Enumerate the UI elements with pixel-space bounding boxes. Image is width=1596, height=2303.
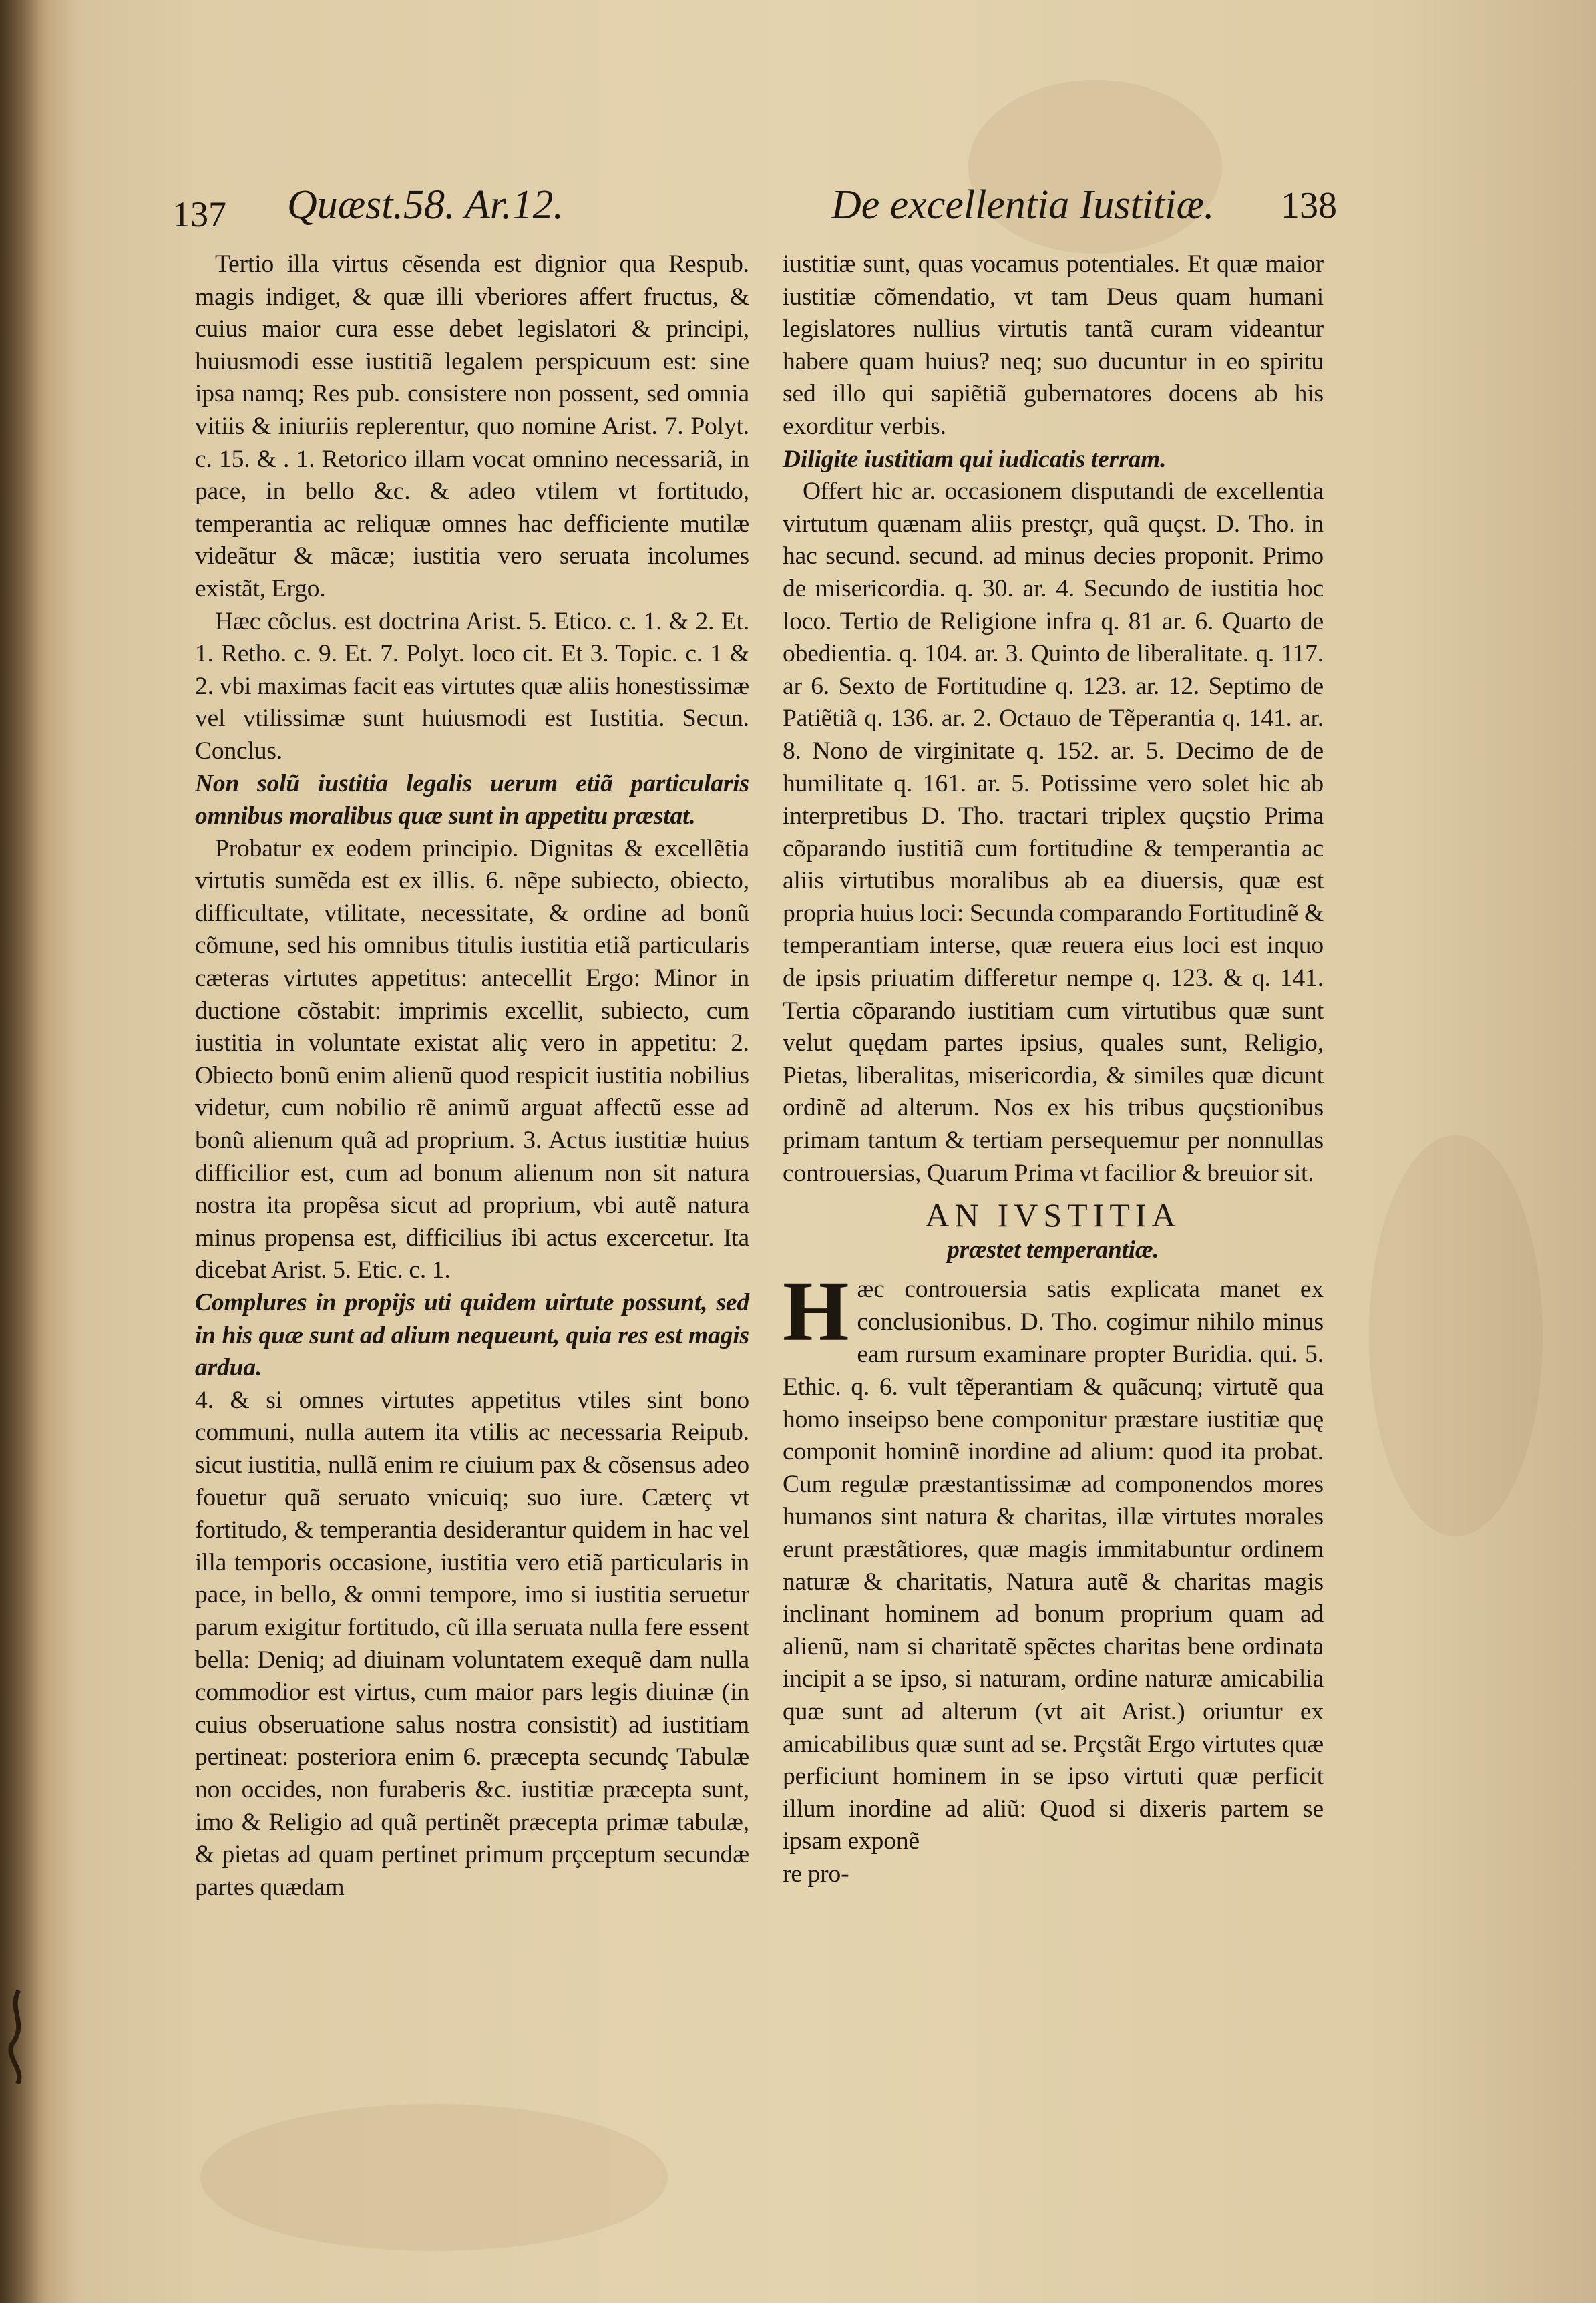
right-text-column: [783, 248, 1324, 2112]
section-subheading: præstet temperantiæ.: [947, 1236, 1159, 1264]
section-heading: AN IVSTITIA: [925, 1196, 1181, 1234]
running-title-left: Quæst.58. Ar.12.: [287, 182, 564, 228]
paragraph: Tertio illa virtus cẽsenda est dignior qua Respub. magis indiget, & quæ illi vberiores affert fructus, & cuius maior cura esse debet legislatori & principi, huiusmodi esse iustitiã legalem perspicuum est: sine ipsa namq; Res pub. consistere non possent, sed omnia vitiis & iniuriis replerentur, quo nomine Arist. 7. Polyt. c. 15. & . 1. Retorico illam vocat omnino necessariã, in pace, in bello &c. & adeo vtilem vt fortitudo, temperantia ac reliquæ omnes hac defficiente mutilæ videãtur & mãcæ; iustitia vero seruata incolumes existãt, Ergo.: [195, 250, 749, 602]
paragraph: Hæc cõclus. est doctrina Arist. 5. Etico. c. 1. & 2. Et. 1. Retho. c. 9. Et. 7. Polyt. loco cit. Et 3. Topic. c. 1 & 2. vbi maximas facit eas virtutes quæ aliis honestissimæ vel vtilissimæ sunt huiusmodi est Iustitia. Secun. Conclus.: [195, 607, 749, 765]
left-text-column: [195, 248, 749, 2112]
paragraph: iustitiæ sunt, quas vocamus potentiales. Et quæ maior iustitiæ cõmendatio, vt tam Deus quam humani legislatores nullius virtutis tantã curam videantur habere quam huius? neq; suo ducuntur in eo spiritu sed illo qui sapiẽtiã gubernatores docens ab his exorditur verbis.: [783, 250, 1324, 440]
quotation: Diligite iustitiam qui iudicatis terram.: [783, 445, 1167, 473]
page-number-right: 138: [1281, 185, 1337, 226]
catchword: re pro-: [783, 1859, 849, 1888]
paragraph: Probatur ex eodem principio. Dignitas & excellẽtia virtutis sumẽda est ex illis. 6. nẽpe subiecto, obiecto, difficultate, vtilitate, necessitate, & ordine ad bonũ cõmune, sed his omnibus titulis iustitia etiã particularis cæteras virtutes appetitus: antecellit Ergo: Minor in ductione cõstabit: imprimis excellit, subiecto, cum iustitia in voluntate existat aliç vero in appetitu: 2. Obiecto bonũ enim alienũ quod respicit iustitia nobilius videtur, cum nobilio rẽ animũ arguat affectũ esse ad bonũ alienum quã ad proprium. 3. Actus iustitiæ huius difficilior est, cum ad bonum alienum non sit natura nostra ita propẽsa sicut ad proprium, vbi autẽ natura minus propensa est, difficilius ibi actus excercetur. Ita dicebat Arist. 5. Etic. c. 1.: [195, 834, 749, 1284]
paragraph: Offert hic ar. occasionem disputandi de excellentia virtutum quænam aliis prestçr, quã quçst. D. Tho. in hac secund. secund. ad minus decies proponit. Primo de misericordia. q. 30. ar. 4. Secundo de iustitia hoc loco. Tertio de Religione infra q. 81 ar. 6. Quarto de obedientia. q. 104. ar. 3. Quinto de liberalitate. q. 117. ar 6. Sexto de Fortitudine q. 123. ar. 12. Septimo de Patiẽtiã q. 136. ar. 2. Octauo de Tẽperantia q. 141. ar. 8. Nono de virginitate q. 152. ar. 5. Decimo de de humilitate q. 161. ar. 5. Potissime vero solet hic ab interpretibus D. Tho. tractari triplex quçstio Prima cõparando iustitiã cum fortitudine & temperantia ac aliis virtutibus moralibus ab ea diuersis, quæ est propria huius loci: Secunda comparando Fortitudinẽ & temperantiam interse, quæ reuera eius loci est inquo de ipsis priuatim differetur nempe q. 123. & q. 141. Tertia cõparando iustitiam cum virtutibus quæ sunt velut quędam partes ipsius, quales sunt, Religio, Pietas, liberalitas, misericordia, & similes quæ dicunt ordinẽ ad alterum. Nos ex his tribus quçstionibus primam tantum & tertiam persequemur per nonnullas controuersias, Quarum Prima vt facilior & breuior sit.: [783, 478, 1324, 1187]
drop-cap-initial: H: [783, 1264, 849, 1359]
running-header: [0, 182, 1596, 248]
paragraph: 4. & si omnes virtutes appetitus vtiles sint bono communi, nulla autem ita vtilis ac necessaria Reipub. sicut iustitia, nullã enim re ciuium pax & cõsensus adeo fouetur quã seruato vnicuiq; suo iure. Cæterç vt fortitudo, & temperantia desiderantur quidem in hac vel illa temporis occasione, iustitia vero etiã particularis in pace, in bello, & omni tempore, imo si iustitia seruetur parum exigitur fortitudo, cũ illa seruata nulla fere essent bella: Deniq; ad diuinam voluntatem exequẽ dam nulla commodior est virtus, cum maior pars legis diuinæ (in cuius obseruatione salus nostra consistit) ad iustitiam pertineat: posteriora enim 6. præcepta secundç Tabulæ non occides, non furaberis &c. iustitiæ præcepta sunt, imo & Religio ad quã pertinẽt præcepta primæ tabulæ, & pietas ad quam pertinet primum prçceptum secundæ partes quædam: [195, 1386, 749, 1901]
quotation: Complures in propijs uti quidem uirtute possunt, sed in his quæ sunt ad alium nequeunt, quia res est magis ardua.: [195, 1289, 749, 1382]
page-edge-tear: [5, 1990, 29, 2084]
paper-stain: [1369, 1135, 1543, 1536]
spine-shadow: [0, 0, 47, 2303]
section-body-text: æc controuersia satis explicata manet ex conclusionibus. D. Tho. cogimur nihilo minus eam rursum examinare propter Buridia. qui. 5. Ethic. q. 6. vult tẽperantiam & quãcunq; virtutẽ qua homo inseipso bene componitur præstare iustitiæ quę componit hominẽ inordine ad alium: quod ita probat. Cum regulæ præstantissimæ ad componendos mores humanos sint natura & charitas, illæ virtutes morales erunt præstãtiores, quæ magis immitabuntur ordinem naturæ & charitatis, Natura autẽ & charitas magis inclinant hominem ad bonum proprium quam ad alienũ, nam si charitatẽ spẽctes charitas bene ordinata incipit a se ipso, si naturam, ordine naturæ amicabilia quæ sunt ad alterum (vt ait Arist.) oriuntur ex amicabilibus quæ sunt ad se. Prçstãt Ergo virtutes quæ perficiunt hominem in se ipso virtuti quæ perficit illum inordine ad aliũ: Quod si dixeris partem se ipsam exponẽ: [783, 1276, 1324, 1855]
paper-stain: [200, 2104, 668, 2251]
page-number-left: 137: [172, 194, 226, 234]
conclusion-statement: Non solũ iustitia legalis uerum etiã particularis omnibus moralibus quæ sunt in appetitu præstat.: [195, 769, 749, 830]
running-title-right: De excellentia Iustitiæ.: [831, 182, 1215, 228]
section-body: [783, 1264, 1324, 1858]
